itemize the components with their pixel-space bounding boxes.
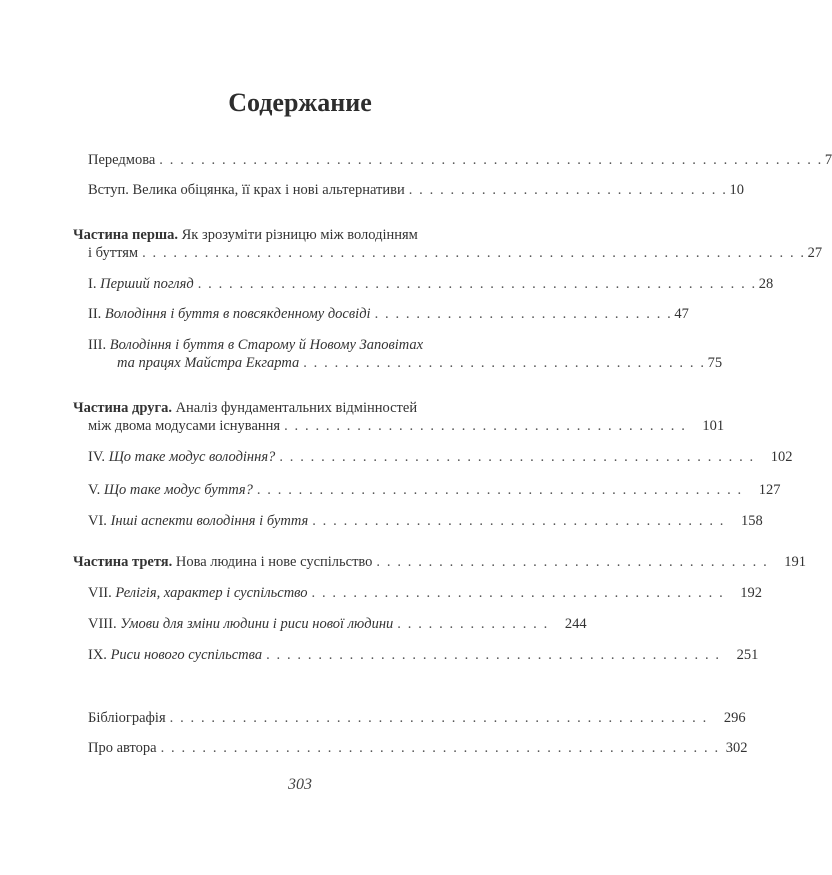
part-title: Аналіз фундаментальних відмінностей <box>175 400 418 416</box>
chapter-numeral: V. <box>88 482 101 498</box>
toc-chapter-4 <box>88 448 793 466</box>
chapter-title: Релігія, характер і суспільство <box>115 585 308 601</box>
toc-chapter-6 <box>88 512 763 530</box>
chapter-numeral: VII. <box>88 585 112 601</box>
toc-entry-label: Про автора <box>88 740 157 756</box>
toc-page-number: 47 <box>674 306 689 322</box>
toc-page-number: 127 <box>758 482 781 498</box>
toc-page-number: 302 <box>725 740 748 756</box>
toc-part-3-heading <box>73 553 807 571</box>
toc-page-number: 27 <box>807 245 823 261</box>
toc-chapter-8 <box>88 615 587 633</box>
toc-page-number: 101 <box>702 418 725 434</box>
toc-chapter-2 <box>88 305 689 323</box>
toc-page-number: 158 <box>741 513 763 529</box>
page-number: 303 <box>288 776 312 793</box>
chapter-title: Інші аспекти володіння і буття <box>110 513 309 529</box>
chapter-title-continued: та працях Майстра Екгарта <box>117 355 300 371</box>
leader-dots: . . . . . . . . . . . . . . . . . . . . . . . . . . . . . . . . . . . . . . . . . . . . . . . . . . . . <box>169 710 708 726</box>
leader-dots: . . . . . . . . . . . . . . . . . . . . . . . . . . . . . . . . . . . . . . . . . . . . . . <box>279 449 755 465</box>
chapter-title: Що таке модус буття? <box>103 482 253 498</box>
toc-page-number: 10 <box>729 182 744 198</box>
chapter-numeral: IX. <box>88 647 107 663</box>
toc-chapter-5 <box>88 481 781 499</box>
toc-page-number: 191 <box>784 554 807 570</box>
toc-chapter-3-line2 <box>117 354 723 372</box>
toc-chapter-1 <box>88 275 774 293</box>
toc-entry-label: Вступ. Велика обіцянка, її крах і нові альтернативи <box>88 182 405 198</box>
leader-dots: . . . . . . . . . . . . . . . . . . . . . . . . . . . . . . . <box>408 182 728 198</box>
toc-entry-label: Бібліографія <box>88 710 166 726</box>
leader-dots: . . . . . . . . . . . . . . . . . . . . . . . . . . . . . . . . . . . . . . . . <box>311 585 725 601</box>
toc-entry-label: Передмова <box>88 152 156 168</box>
leader-dots: . . . . . . . . . . . . . . . . . . . . . . . . . . . . . . . . . . . . . . <box>376 554 769 570</box>
part-title: Як зрозуміти різницю між володінням <box>181 227 418 243</box>
toc-page-number: 7 <box>824 152 832 168</box>
chapter-title: Володіння і буття в повсякденному досвіді <box>104 306 371 322</box>
toc-page-number: 296 <box>723 710 746 726</box>
part-label: Частина третя. <box>73 554 173 570</box>
toc-entry-introduction <box>88 181 744 199</box>
toc-part-1-line2 <box>88 244 823 262</box>
toc-entry-about-author <box>88 739 748 757</box>
toc-chapter-7 <box>88 584 763 602</box>
chapter-numeral: I. <box>88 276 97 292</box>
chapter-title: Умови для зміни людини і риси нової людини <box>120 616 394 632</box>
toc-page-number: 244 <box>564 616 587 632</box>
toc-part-1-heading <box>73 226 418 244</box>
toc-page-number: 192 <box>740 585 763 601</box>
toc-chapter-3-line1 <box>88 336 423 354</box>
chapter-title: Що таке модус володіння? <box>108 449 276 465</box>
chapter-numeral: VIII. <box>88 616 117 632</box>
leader-dots: . . . . . . . . . . . . . . . . . . . . . . . . . . . . . . . . . . . . . . . . . . . . . . . . . . . . . . . . . . . . . . . . <box>159 152 823 168</box>
leader-dots: . . . . . . . . . . . . . . . . . . . . . . . . . . . . . . . . . . . . . . . . . . . . . . . . . . . . . . <box>197 276 757 292</box>
chapter-title: Риси нового суспільства <box>110 647 263 663</box>
toc-page-number: 251 <box>736 647 759 663</box>
chapter-numeral: II. <box>88 306 102 322</box>
leader-dots: . . . . . . . . . . . . . . . . . . . . . . . . . . . . . . . . . . . . . . . . . . . . . . . . . . . . . . . . . . . . . . . . <box>142 245 806 261</box>
leader-dots: . . . . . . . . . . . . . . . . . . . . . . . . . . . . . . . . . . . . . . . . . . . . . . . . . . . . . . <box>160 740 720 756</box>
leader-dots: . . . . . . . . . . . . . . . . . . . . . . . . . . . . . . . . . . . . . . . . . . . . . . . <box>256 482 743 498</box>
chapter-title: Перший погляд <box>100 276 194 292</box>
toc-entry-preface <box>88 151 832 169</box>
part-label: Частина перша. <box>73 227 179 243</box>
chapter-numeral: VI. <box>88 513 107 529</box>
toc-chapter-9 <box>88 646 759 664</box>
leader-dots: . . . . . . . . . . . . . . . . . . . . . . . . . . . . . . . . . . . . . . . <box>284 418 687 434</box>
leader-dots: . . . . . . . . . . . . . . . . . . . . . . . . . . . . . . . . . . . . . . . . <box>312 513 725 529</box>
toc-page-number: 75 <box>707 355 723 371</box>
toc-part-2-line2 <box>88 417 725 435</box>
leader-dots: . . . . . . . . . . . . . . . . . . . . . . . . . . . . . <box>374 306 673 322</box>
leader-dots: . . . . . . . . . . . . . . . . . . . . . . . . . . . . . . . . . . . . . . . . . . . . <box>266 647 721 663</box>
leader-dots: . . . . . . . . . . . . . . . <box>397 616 549 632</box>
leader-dots: . . . . . . . . . . . . . . . . . . . . . . . . . . . . . . . . . . . . . . . <box>303 355 706 371</box>
page-title: Содержание <box>228 88 372 117</box>
toc-page-number: 28 <box>758 276 774 292</box>
chapter-title: Володіння і буття в Старому й Новому Заповітах <box>109 337 424 353</box>
part-title-continued: і буттям <box>88 245 139 261</box>
toc-entry-bibliography <box>88 709 746 727</box>
part-label: Частина друга. <box>73 400 172 416</box>
part-title-continued: між двома модусами існування <box>88 418 281 434</box>
toc-page-number: 102 <box>770 449 793 465</box>
chapter-numeral: III. <box>88 337 107 353</box>
chapter-numeral: IV. <box>88 449 106 465</box>
part-title: Нова людина і нове суспільство <box>175 554 373 570</box>
toc-part-2-heading <box>73 399 417 417</box>
